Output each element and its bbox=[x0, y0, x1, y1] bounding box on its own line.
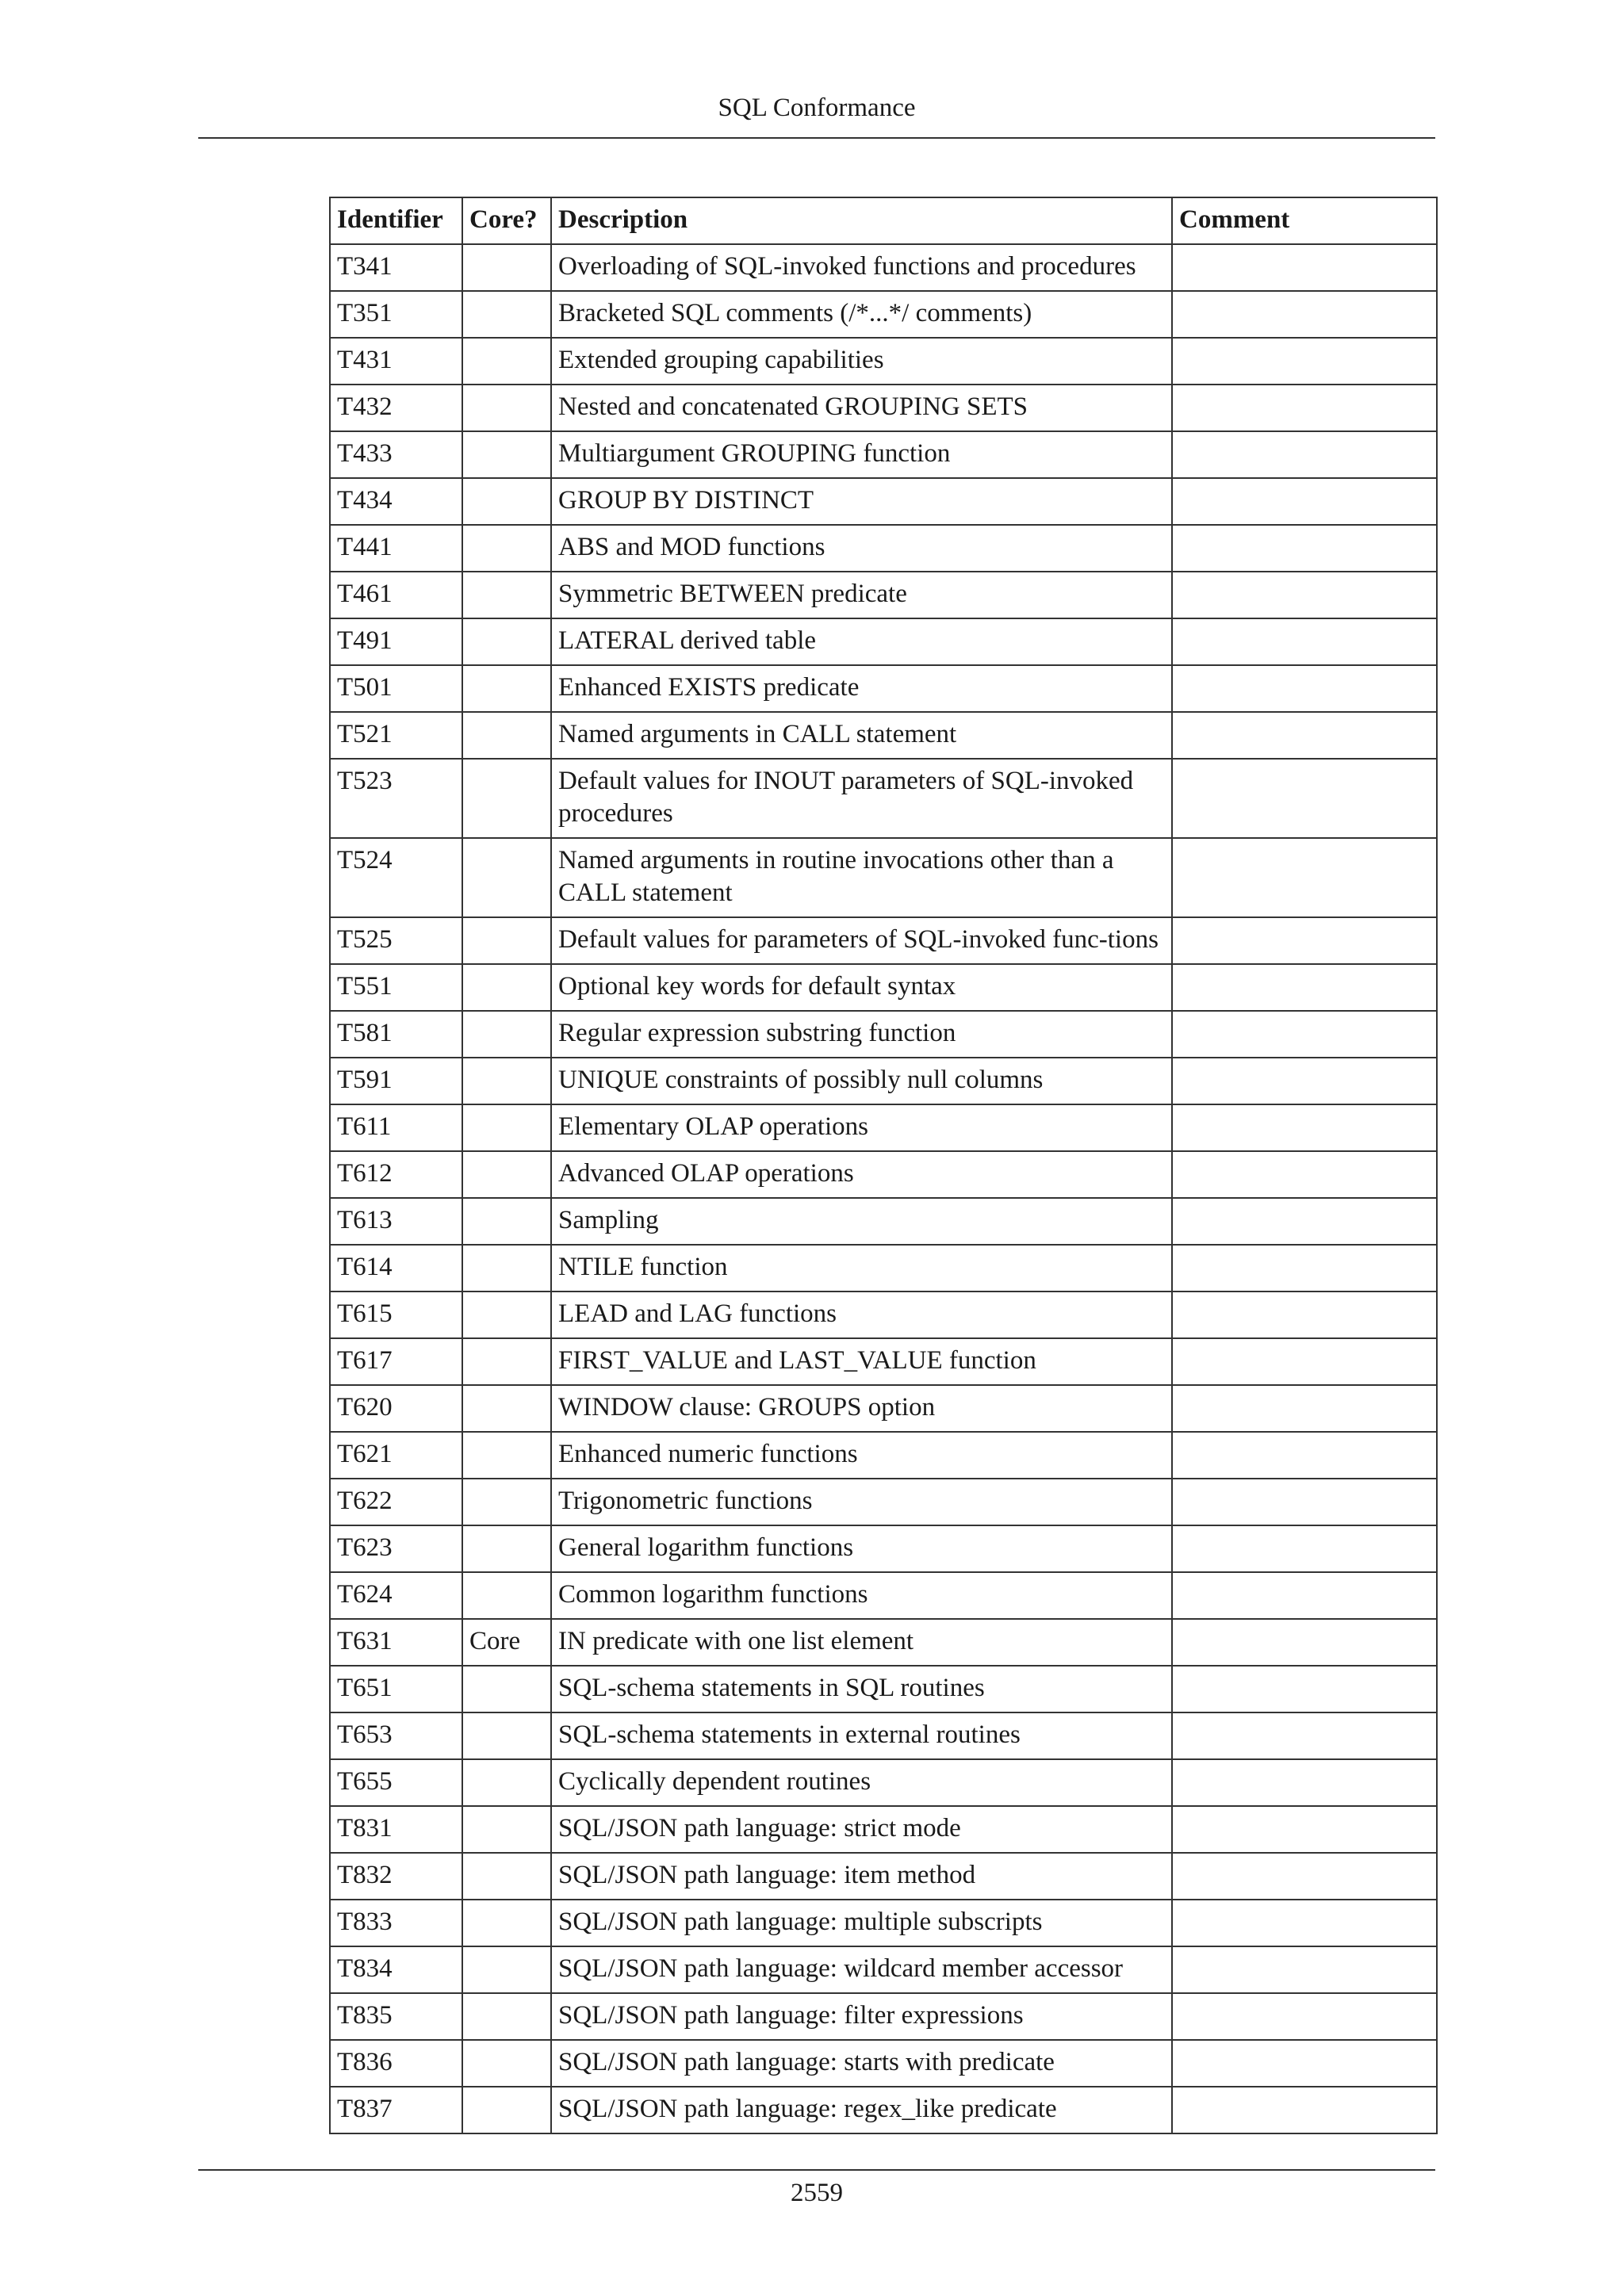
cell-core bbox=[462, 618, 551, 665]
table-row bbox=[330, 244, 1437, 291]
cell-identifier: T620 bbox=[330, 1385, 462, 1432]
cell-comment bbox=[1172, 1619, 1437, 1666]
cell-identifier: T832 bbox=[330, 1853, 462, 1900]
table-row bbox=[330, 1666, 1437, 1712]
cell-identifier: T836 bbox=[330, 2040, 462, 2087]
table-row bbox=[330, 1292, 1437, 1338]
cell-identifier: T523 bbox=[330, 759, 462, 838]
cell-core bbox=[462, 917, 551, 964]
table-row bbox=[330, 1011, 1437, 1058]
cell-description: Named arguments in CALL statement bbox=[551, 712, 1172, 759]
cell-comment bbox=[1172, 1011, 1437, 1058]
cell-description: SQL/JSON path language: filter expressions bbox=[551, 1993, 1172, 2040]
table-row bbox=[330, 838, 1437, 917]
cell-description: SQL/JSON path language: item method bbox=[551, 1853, 1172, 1900]
cell-identifier: T833 bbox=[330, 1900, 462, 1946]
cell-description: UNIQUE constraints of possibly null columns bbox=[551, 1058, 1172, 1104]
header-rule bbox=[198, 137, 1435, 139]
table-row bbox=[330, 1572, 1437, 1619]
cell-comment bbox=[1172, 385, 1437, 431]
cell-description: Nested and concatenated GROUPING SETS bbox=[551, 385, 1172, 431]
running-header: SQL Conformance bbox=[718, 94, 916, 122]
cell-core bbox=[462, 1900, 551, 1946]
cell-description: Symmetric BETWEEN predicate bbox=[551, 572, 1172, 618]
cell-comment bbox=[1172, 838, 1437, 917]
cell-comment bbox=[1172, 244, 1437, 291]
cell-core bbox=[462, 712, 551, 759]
cell-identifier: T651 bbox=[330, 1666, 462, 1712]
cell-comment bbox=[1172, 431, 1437, 478]
cell-comment bbox=[1172, 1712, 1437, 1759]
cell-description: Named arguments in routine invocations other than a CALL statement bbox=[551, 838, 1172, 917]
table-row bbox=[330, 2087, 1437, 2133]
table-row bbox=[330, 1198, 1437, 1245]
table-row bbox=[330, 431, 1437, 478]
cell-core bbox=[462, 478, 551, 525]
table-row bbox=[330, 1759, 1437, 1806]
page-number: 2559 bbox=[791, 2179, 843, 2207]
cell-identifier: T835 bbox=[330, 1993, 462, 2040]
cell-comment bbox=[1172, 1479, 1437, 1525]
cell-comment bbox=[1172, 1151, 1437, 1198]
cell-core bbox=[462, 1432, 551, 1479]
cell-comment bbox=[1172, 1666, 1437, 1712]
cell-core bbox=[462, 431, 551, 478]
table-row bbox=[330, 1432, 1437, 1479]
cell-core bbox=[462, 244, 551, 291]
table-row bbox=[330, 1619, 1437, 1666]
cell-description: Enhanced EXISTS predicate bbox=[551, 665, 1172, 712]
cell-core bbox=[462, 1712, 551, 1759]
cell-identifier: T655 bbox=[330, 1759, 462, 1806]
table-body bbox=[330, 244, 1437, 2133]
table-row bbox=[330, 1245, 1437, 1292]
cell-comment bbox=[1172, 572, 1437, 618]
table-row bbox=[330, 1993, 1437, 2040]
cell-core bbox=[462, 1853, 551, 1900]
table-row bbox=[330, 618, 1437, 665]
cell-description: Cyclically dependent routines bbox=[551, 1759, 1172, 1806]
cell-description: SQL-schema statements in SQL routines bbox=[551, 1666, 1172, 1712]
cell-identifier: T612 bbox=[330, 1151, 462, 1198]
cell-core bbox=[462, 1338, 551, 1385]
column-header-description: Description bbox=[551, 197, 1172, 244]
cell-description: Trigonometric functions bbox=[551, 1479, 1172, 1525]
table-row bbox=[330, 917, 1437, 964]
cell-comment bbox=[1172, 964, 1437, 1011]
cell-description: Elementary OLAP operations bbox=[551, 1104, 1172, 1151]
cell-identifier: T621 bbox=[330, 1432, 462, 1479]
table-row bbox=[330, 1853, 1437, 1900]
table-row bbox=[330, 1104, 1437, 1151]
table-row bbox=[330, 1946, 1437, 1993]
table-row bbox=[330, 338, 1437, 385]
cell-core bbox=[462, 1292, 551, 1338]
cell-identifier: T461 bbox=[330, 572, 462, 618]
cell-identifier: T433 bbox=[330, 431, 462, 478]
cell-comment bbox=[1172, 917, 1437, 964]
cell-core bbox=[462, 1151, 551, 1198]
cell-core bbox=[462, 338, 551, 385]
cell-identifier: T341 bbox=[330, 244, 462, 291]
cell-identifier: T441 bbox=[330, 525, 462, 572]
cell-core bbox=[462, 572, 551, 618]
cell-comment bbox=[1172, 338, 1437, 385]
cell-comment bbox=[1172, 525, 1437, 572]
cell-description: Bracketed SQL comments (/*...*/ comments) bbox=[551, 291, 1172, 338]
conformance-table bbox=[329, 197, 1438, 2134]
cell-description: Default values for INOUT parameters of SQL-invoked procedures bbox=[551, 759, 1172, 838]
cell-identifier: T525 bbox=[330, 917, 462, 964]
cell-identifier: T591 bbox=[330, 1058, 462, 1104]
cell-description: SQL/JSON path language: regex_like predicate bbox=[551, 2087, 1172, 2133]
cell-description: GROUP BY DISTINCT bbox=[551, 478, 1172, 525]
cell-identifier: T434 bbox=[330, 478, 462, 525]
cell-description: SQL/JSON path language: starts with predicate bbox=[551, 2040, 1172, 2087]
cell-comment bbox=[1172, 1104, 1437, 1151]
cell-core bbox=[462, 1385, 551, 1432]
cell-description: Common logarithm functions bbox=[551, 1572, 1172, 1619]
column-header-identifier: Identifier bbox=[330, 197, 462, 244]
cell-comment bbox=[1172, 1338, 1437, 1385]
cell-comment bbox=[1172, 1058, 1437, 1104]
cell-comment bbox=[1172, 478, 1437, 525]
table-row bbox=[330, 1900, 1437, 1946]
table-row bbox=[330, 291, 1437, 338]
cell-description: General logarithm functions bbox=[551, 1525, 1172, 1572]
cell-description: SQL/JSON path language: multiple subscripts bbox=[551, 1900, 1172, 1946]
cell-core bbox=[462, 1058, 551, 1104]
column-header-comment: Comment bbox=[1172, 197, 1437, 244]
cell-comment bbox=[1172, 1245, 1437, 1292]
cell-identifier: T431 bbox=[330, 338, 462, 385]
cell-identifier: T624 bbox=[330, 1572, 462, 1619]
cell-identifier: T831 bbox=[330, 1806, 462, 1853]
cell-comment bbox=[1172, 1853, 1437, 1900]
cell-comment bbox=[1172, 1806, 1437, 1853]
cell-description: Overloading of SQL-invoked functions and procedures bbox=[551, 244, 1172, 291]
cell-core bbox=[462, 2087, 551, 2133]
cell-core bbox=[462, 2040, 551, 2087]
cell-identifier: T432 bbox=[330, 385, 462, 431]
table-row bbox=[330, 1058, 1437, 1104]
cell-description: IN predicate with one list element bbox=[551, 1619, 1172, 1666]
column-header-core: Core? bbox=[462, 197, 551, 244]
cell-core bbox=[462, 1479, 551, 1525]
cell-identifier: T491 bbox=[330, 618, 462, 665]
cell-identifier: T631 bbox=[330, 1619, 462, 1666]
cell-identifier: T834 bbox=[330, 1946, 462, 1993]
cell-description: SQL/JSON path language: strict mode bbox=[551, 1806, 1172, 1853]
table-row bbox=[330, 665, 1437, 712]
table-row bbox=[330, 478, 1437, 525]
cell-comment bbox=[1172, 759, 1437, 838]
table-row bbox=[330, 1712, 1437, 1759]
cell-identifier: T351 bbox=[330, 291, 462, 338]
table-row bbox=[330, 964, 1437, 1011]
cell-description: LEAD and LAG functions bbox=[551, 1292, 1172, 1338]
cell-identifier: T617 bbox=[330, 1338, 462, 1385]
cell-description: ABS and MOD functions bbox=[551, 525, 1172, 572]
table-row bbox=[330, 1806, 1437, 1853]
cell-core bbox=[462, 1993, 551, 2040]
cell-core bbox=[462, 525, 551, 572]
cell-core bbox=[462, 1572, 551, 1619]
cell-description: Default values for parameters of SQL-invoked func-tions bbox=[551, 917, 1172, 964]
cell-identifier: T581 bbox=[330, 1011, 462, 1058]
cell-comment bbox=[1172, 1759, 1437, 1806]
cell-description: WINDOW clause: GROUPS option bbox=[551, 1385, 1172, 1432]
cell-comment bbox=[1172, 1572, 1437, 1619]
cell-identifier: T837 bbox=[330, 2087, 462, 2133]
table-row bbox=[330, 1479, 1437, 1525]
cell-comment bbox=[1172, 291, 1437, 338]
cell-description: NTILE function bbox=[551, 1245, 1172, 1292]
cell-description: Optional key words for default syntax bbox=[551, 964, 1172, 1011]
cell-core bbox=[462, 1011, 551, 1058]
cell-comment bbox=[1172, 2040, 1437, 2087]
footer-rule bbox=[198, 2169, 1435, 2171]
cell-description: LATERAL derived table bbox=[551, 618, 1172, 665]
cell-identifier: T501 bbox=[330, 665, 462, 712]
cell-identifier: T551 bbox=[330, 964, 462, 1011]
cell-comment bbox=[1172, 2087, 1437, 2133]
cell-comment bbox=[1172, 1946, 1437, 1993]
cell-identifier: T521 bbox=[330, 712, 462, 759]
table-row bbox=[330, 1385, 1437, 1432]
cell-core bbox=[462, 1806, 551, 1853]
cell-core bbox=[462, 759, 551, 838]
cell-core bbox=[462, 838, 551, 917]
cell-core bbox=[462, 291, 551, 338]
cell-comment bbox=[1172, 1385, 1437, 1432]
cell-identifier: T613 bbox=[330, 1198, 462, 1245]
cell-description: Regular expression substring function bbox=[551, 1011, 1172, 1058]
cell-comment bbox=[1172, 665, 1437, 712]
cell-identifier: T615 bbox=[330, 1292, 462, 1338]
cell-identifier: T623 bbox=[330, 1525, 462, 1572]
cell-core bbox=[462, 1759, 551, 1806]
table-row bbox=[330, 525, 1437, 572]
cell-comment bbox=[1172, 1292, 1437, 1338]
cell-identifier: T611 bbox=[330, 1104, 462, 1151]
cell-description: SQL-schema statements in external routines bbox=[551, 1712, 1172, 1759]
table-row bbox=[330, 572, 1437, 618]
cell-core bbox=[462, 1104, 551, 1151]
table-row bbox=[330, 1525, 1437, 1572]
cell-core bbox=[462, 1525, 551, 1572]
cell-comment bbox=[1172, 1198, 1437, 1245]
table-row bbox=[330, 2040, 1437, 2087]
cell-core bbox=[462, 1666, 551, 1712]
cell-description: Multiargument GROUPING function bbox=[551, 431, 1172, 478]
cell-comment bbox=[1172, 1900, 1437, 1946]
cell-comment bbox=[1172, 712, 1437, 759]
cell-core bbox=[462, 1946, 551, 1993]
cell-core bbox=[462, 385, 551, 431]
cell-core bbox=[462, 1198, 551, 1245]
cell-description: Sampling bbox=[551, 1198, 1172, 1245]
cell-core bbox=[462, 665, 551, 712]
cell-comment bbox=[1172, 618, 1437, 665]
table-header-row bbox=[330, 197, 1437, 244]
table-row bbox=[330, 385, 1437, 431]
cell-description: Extended grouping capabilities bbox=[551, 338, 1172, 385]
cell-comment bbox=[1172, 1993, 1437, 2040]
cell-identifier: T653 bbox=[330, 1712, 462, 1759]
cell-comment bbox=[1172, 1432, 1437, 1479]
cell-description: FIRST_VALUE and LAST_VALUE function bbox=[551, 1338, 1172, 1385]
cell-core bbox=[462, 964, 551, 1011]
cell-identifier: T614 bbox=[330, 1245, 462, 1292]
cell-description: SQL/JSON path language: wildcard member accessor bbox=[551, 1946, 1172, 1993]
table-row bbox=[330, 1338, 1437, 1385]
cell-core: Core bbox=[462, 1619, 551, 1666]
cell-identifier: T524 bbox=[330, 838, 462, 917]
table-row bbox=[330, 1151, 1437, 1198]
cell-identifier: T622 bbox=[330, 1479, 462, 1525]
table-row bbox=[330, 759, 1437, 838]
cell-comment bbox=[1172, 1525, 1437, 1572]
cell-description: Advanced OLAP operations bbox=[551, 1151, 1172, 1198]
cell-description: Enhanced numeric functions bbox=[551, 1432, 1172, 1479]
table-row bbox=[330, 712, 1437, 759]
cell-core bbox=[462, 1245, 551, 1292]
